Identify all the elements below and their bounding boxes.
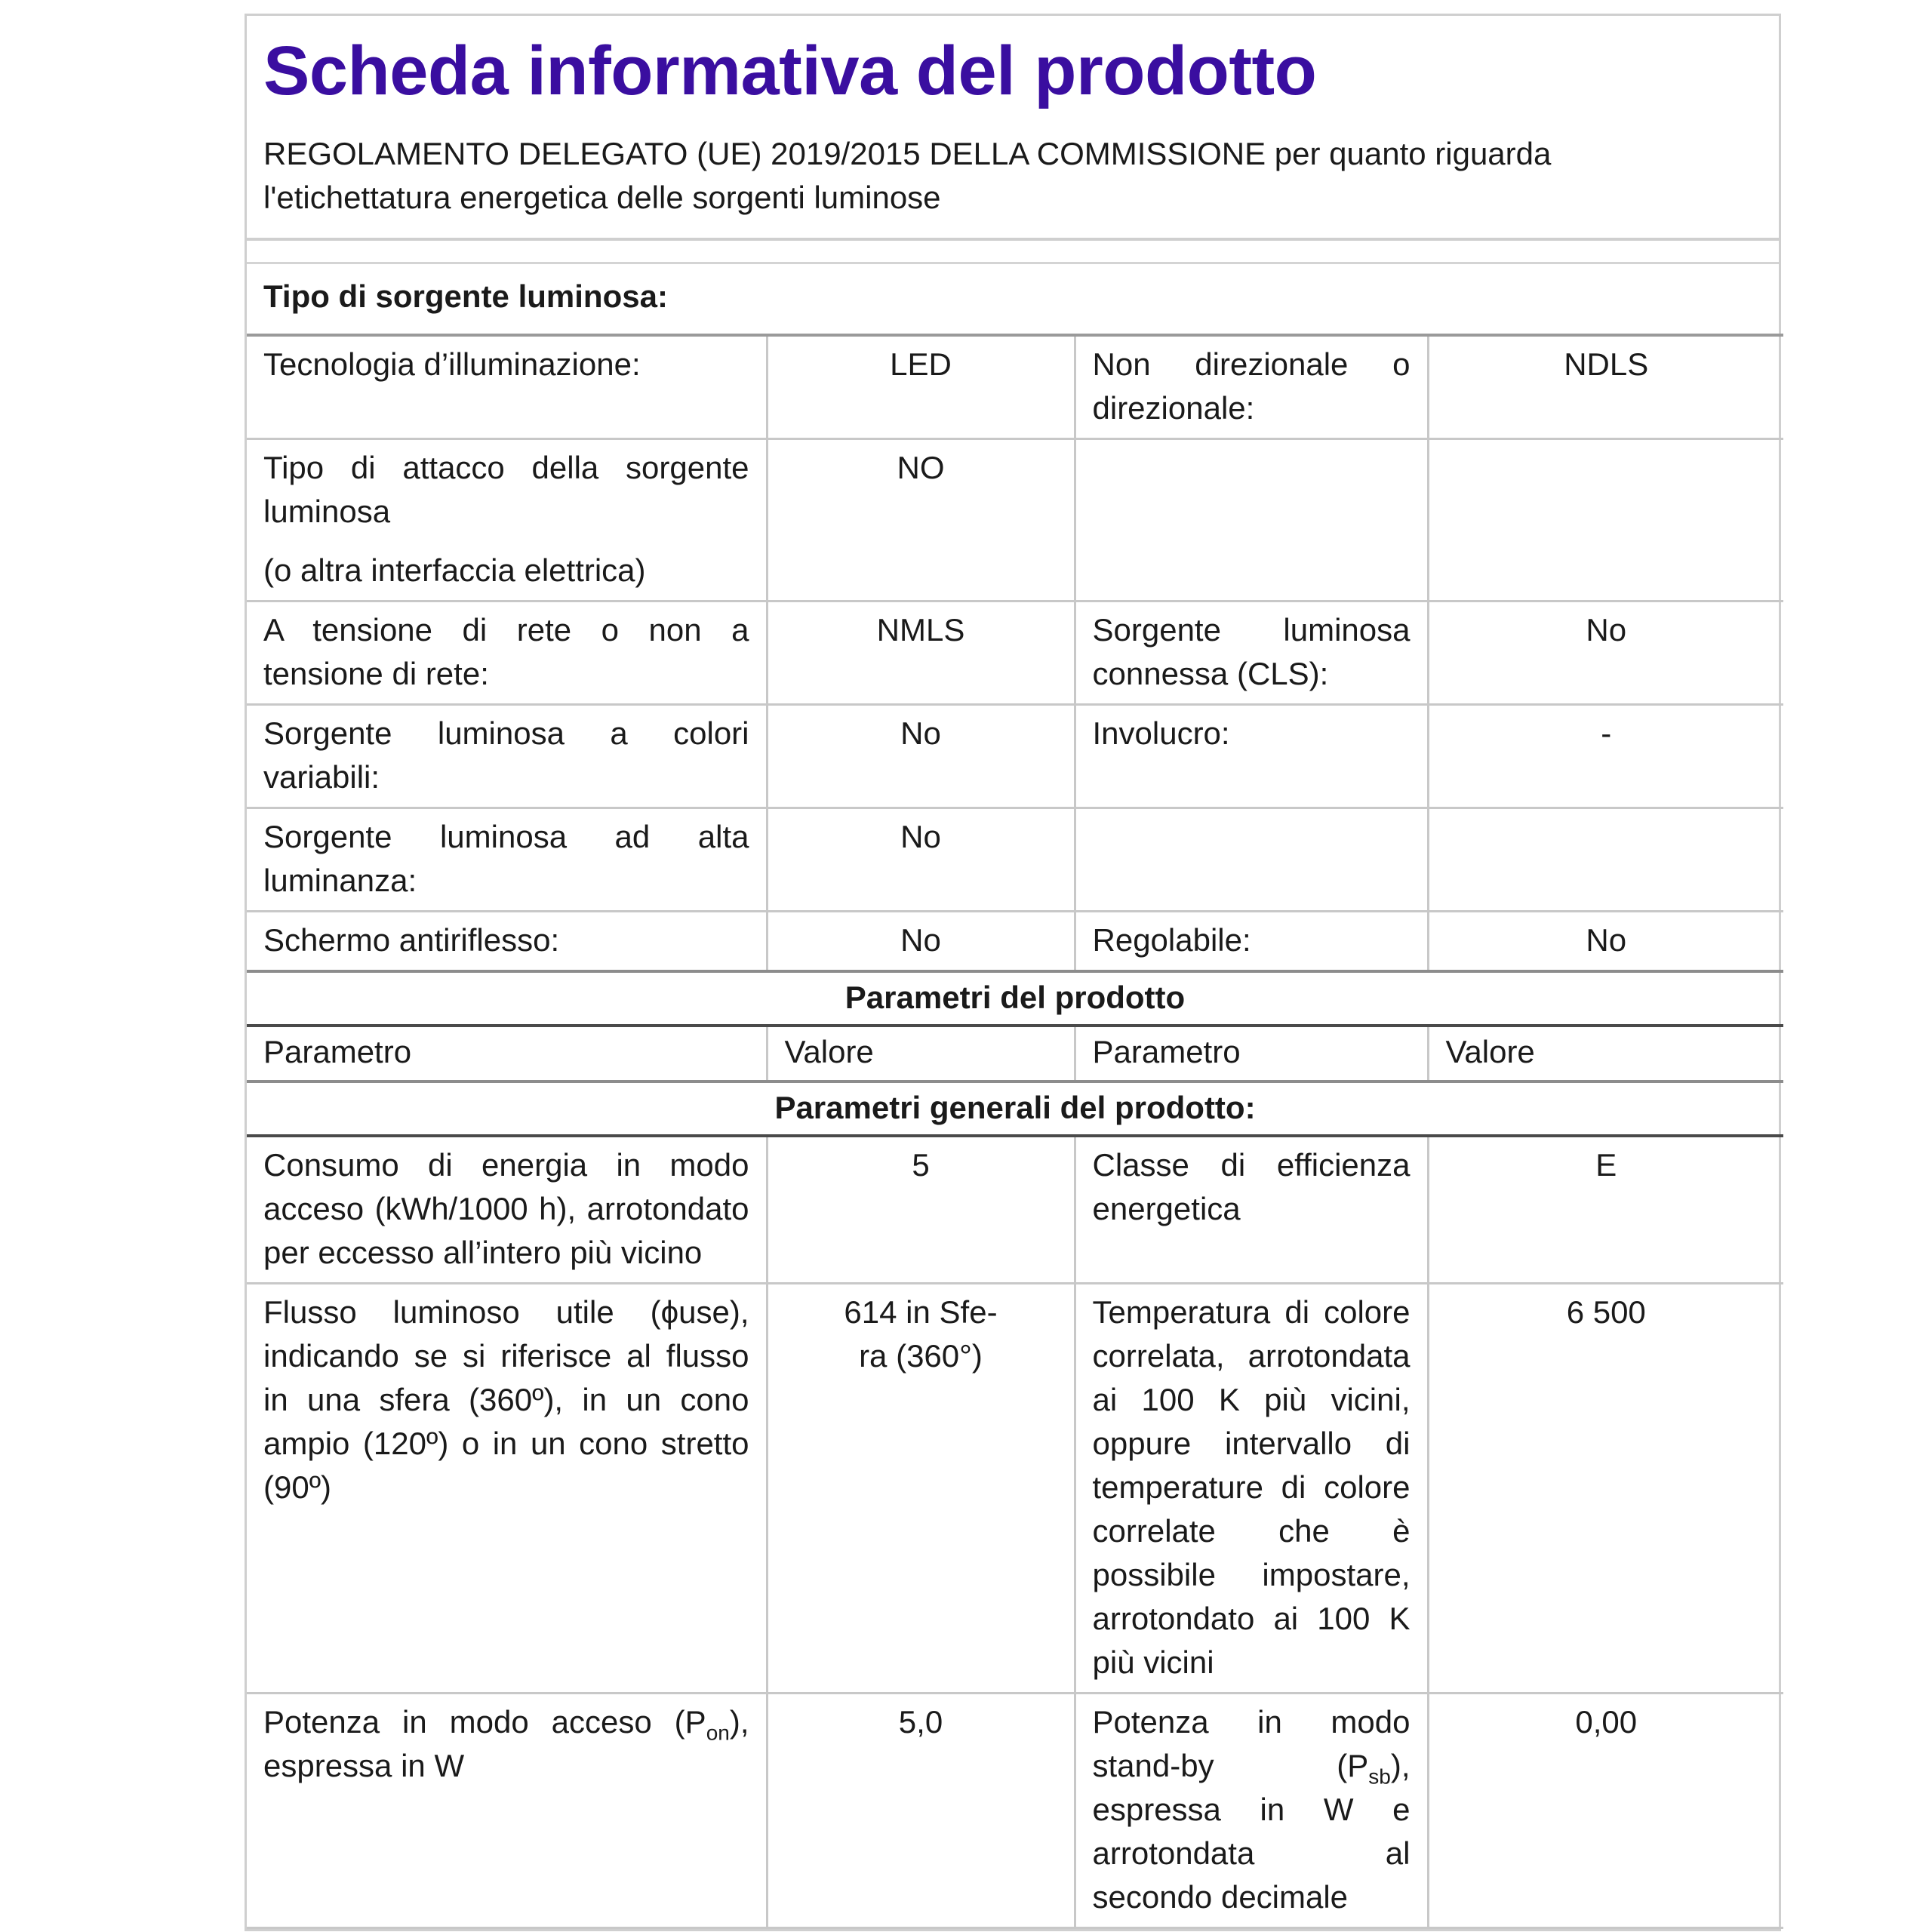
- anti-glare-label: Schermo antiriflesso:: [247, 912, 767, 972]
- dimmable-label: Regolabile:: [1075, 912, 1428, 972]
- product-parameters-heading: Parametri del prodotto: [247, 971, 1783, 1026]
- table-row: [247, 601, 1783, 705]
- on-mode-power-text: Potenza in modo acceso (P: [263, 1704, 706, 1740]
- technology-label: Tecnologia d’illuminazione:: [247, 335, 767, 439]
- luminous-flux-value-line-1: 614 in Sfe-: [844, 1294, 998, 1330]
- standby-power-text-end: ), espressa in W e arrotondata al secondo decimale: [1092, 1748, 1411, 1915]
- dimmable-value: No: [1428, 912, 1783, 972]
- section-header-row: [247, 971, 1783, 1026]
- cap-type-note: (o altra interfaccia elettrica): [263, 552, 646, 588]
- colour-temperature-label: Temperatura di colore correlata, arrotondata ai 100 K più vicini, oppure intervallo di temperature di colore correlate che è possibile impostare, arrotondato ai 100 K più vicini: [1075, 1284, 1428, 1694]
- luminous-flux-label: Flusso luminoso utile (ϕuse), indicando se si riferisce al flusso in una sfera (360º), in un cono ampio (120º) o in un cono stretto (90º): [247, 1284, 767, 1694]
- connected-label: Sorgente luminosa connessa (CLS):: [1075, 601, 1428, 705]
- column-header-row: [247, 1026, 1783, 1081]
- technology-value: LED: [767, 335, 1075, 439]
- luminous-flux-value-line-2: ra (360°): [859, 1338, 983, 1374]
- standby-power-text: Potenza in modo stand-by (P: [1092, 1704, 1411, 1783]
- table-row: [247, 1284, 1783, 1694]
- standby-power-value: 0,00: [1428, 1694, 1783, 1928]
- envelope-label: Involucro:: [1075, 705, 1428, 808]
- product-information-sheet: [245, 14, 1781, 1931]
- cap-type-value: NO: [767, 439, 1075, 601]
- empty-cell: [1428, 439, 1783, 601]
- table-row: [247, 1136, 1783, 1284]
- standby-power-subscript: sb: [1368, 1764, 1391, 1789]
- light-source-type-heading: Tipo di sorgente luminosa:: [247, 264, 1783, 335]
- colour-tuneable-label: Sorgente luminosa a colori variabili:: [247, 705, 767, 808]
- anti-glare-value: No: [767, 912, 1075, 972]
- empty-cell: [1075, 439, 1428, 601]
- table-row: [247, 808, 1783, 912]
- colour-temperature-value: 6 500: [1428, 1284, 1783, 1694]
- product-info-table: [247, 264, 1783, 1929]
- section-header-row: [247, 1081, 1783, 1136]
- empty-cell: [1075, 808, 1428, 912]
- on-mode-power-subscript: on: [706, 1721, 730, 1745]
- energy-consumption-label: Consumo di energia in modo acceso (kWh/1000 h), arrotondato per eccesso all’intero più vicino: [247, 1136, 767, 1284]
- high-luminance-value: No: [767, 808, 1075, 912]
- connected-value: No: [1428, 601, 1783, 705]
- colour-tuneable-value: No: [767, 705, 1075, 808]
- column-header: Valore: [1428, 1026, 1783, 1081]
- on-mode-power-value: 5,0: [767, 1694, 1075, 1928]
- cap-type-cell: [247, 439, 767, 601]
- table-row: [247, 705, 1783, 808]
- directional-value: NDLS: [1428, 335, 1783, 439]
- standby-power-label: [1075, 1694, 1428, 1928]
- mains-label: A tensione di rete o non a tensione di rete:: [247, 601, 767, 705]
- regulation-line-1: REGOLAMENTO DELEGATO (UE) 2019/2015 DELLA COMMISSIONE per quanto riguarda: [263, 136, 1552, 171]
- table-row: [247, 1694, 1783, 1928]
- envelope-value: -: [1428, 705, 1783, 808]
- header-divider: [247, 241, 1779, 264]
- table-row: [247, 335, 1783, 439]
- on-mode-power-text-end: ), espressa in W: [263, 1704, 749, 1783]
- energy-consumption-value: 5: [767, 1136, 1075, 1284]
- regulation-reference: [263, 132, 1762, 220]
- column-header: Parametro: [247, 1026, 767, 1081]
- on-mode-power-label: [247, 1694, 767, 1928]
- luminous-flux-value: [767, 1284, 1075, 1694]
- column-header: Valore: [767, 1026, 1075, 1081]
- table-row: [247, 439, 1783, 601]
- mains-value: NMLS: [767, 601, 1075, 705]
- table-row: [247, 912, 1783, 972]
- energy-class-value: E: [1428, 1136, 1783, 1284]
- directional-label: Non direzionale o direzionale:: [1075, 335, 1428, 439]
- page-title: Scheda informativa del prodotto: [263, 32, 1317, 109]
- empty-cell: [1428, 808, 1783, 912]
- high-luminance-label: Sorgente luminosa ad alta luminanza:: [247, 808, 767, 912]
- sheet-header: [247, 16, 1779, 241]
- light-source-type-heading-row: [247, 264, 1783, 335]
- cap-type-label: Tipo di attacco della sorgente luminosa: [263, 450, 749, 529]
- regulation-line-2: l'etichettatura energetica delle sorgenti luminose: [263, 180, 941, 215]
- energy-class-label: Classe di efficienza energetica: [1075, 1136, 1428, 1284]
- general-parameters-heading: Parametri generali del prodotto:: [247, 1081, 1783, 1136]
- column-header: Parametro: [1075, 1026, 1428, 1081]
